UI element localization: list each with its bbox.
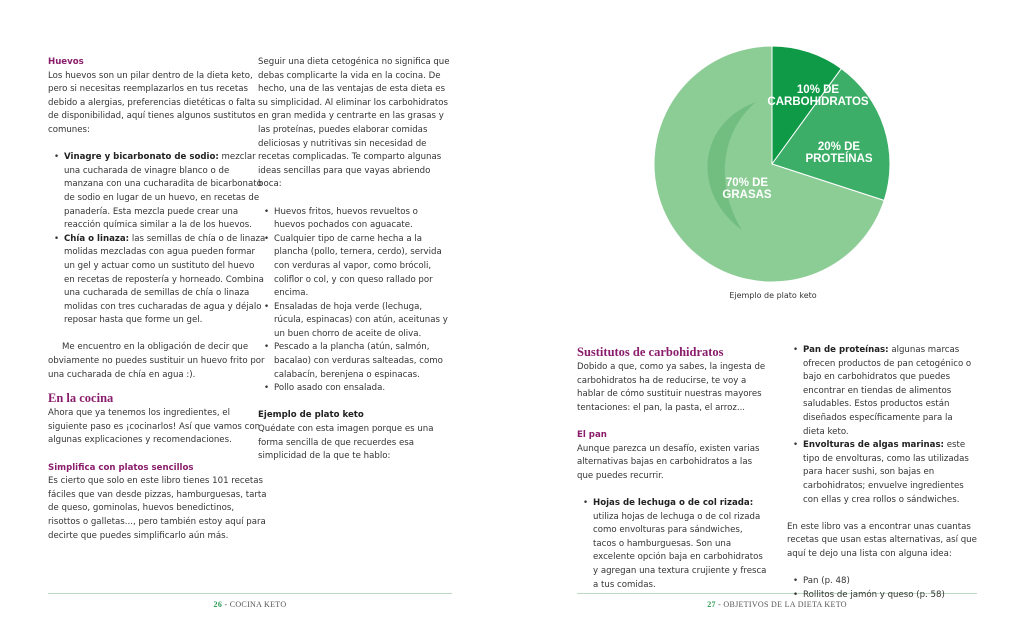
- label-grasas: 70% DE: [725, 177, 769, 189]
- list-item: [64, 233, 267, 328]
- huevos-heading: Huevos: [48, 57, 84, 67]
- list-item: [593, 497, 767, 592]
- bullet-title: Envolturas de algas marinas:: [803, 440, 944, 451]
- list-item: • Pescado a la plancha (atún, salmón, bacalao) con verduras salteadas, como calabacín, berenjena o espinacas.: [274, 341, 450, 382]
- huevos-intro: Los huevos son un pilar dentro de la dieta keto, pero si necesitas reemplazarlos en tus recetas debido a alergias, preferencias dietéticas o falta de disponibilidad, aquí tienes algunos sustitutos comunes:: [48, 70, 256, 135]
- bullet-text: este tipo de envolturas, como las utilizadas para hacer sushi, son bajas en carbohidratos; envuelve ingredientes con ellas y crea rollos o sándwiches.: [803, 440, 969, 505]
- cocina-intro: Seguir una dieta cetogénica no significa que debas complicarte la vida en la cocina. De hecho, una de las ventajas de esta dieta es su simplicidad. Al eliminar los carbohidratos en gran medida y centrarte en las grasas y las proteínas, puedes elaborar comidas deliciosas y nutritivas sin necesidad de recetas complicadas. Te comparto algunas ideas sencillas para que vayas abriendo boca:: [258, 57, 450, 190]
- simplifica-text: Es cierto que solo en este libro tienes 101 recetas fáciles que van desde pizzas, hamburguesas, tarta de queso, gominolas, huevos benedictinos, risottos o galletas..., pero también estoy aquí para decirte que puedes simplificarlo aún más.: [48, 476, 267, 541]
- label-grasas: GRASAS: [722, 189, 772, 201]
- bullet-text: algunas marcas ofrecen productos de pan cetogénico o bajo en carbohidratos que puedes encontrar en tiendas de alimentos saludables. Estos productos están diseñados específicamente para la dieta keto.: [803, 345, 972, 437]
- pan-text: Aunque parezca un desafío, existen varias alternativas bajas en carbohidratos a las que puedes recurrir.: [577, 443, 760, 481]
- list-item: • Huevos fritos, huevos revueltos o huevos pochados con aguacate.: [274, 206, 450, 233]
- ideas-list: [258, 206, 450, 396]
- egg-substitutes-list: [48, 151, 267, 328]
- sustitutos-text: Dobido a que, como ya sabes, la ingesta de carbohidratos ha de reducirse, te voy a hablar de cómo sustituir nuestras mayores tentaciones: el pan, la pasta, el arroz...: [577, 362, 766, 413]
- bullet-text: utiliza hojas de lechuga o de col rizada como envolturas para sándwiches, tacos o hamburguesas. Son una excelente opción baja en carbohidratos y agregan una textura crujiente y fresca a tus comidas.: [593, 511, 767, 590]
- chart-caption: Ejemplo de plato keto: [729, 291, 817, 300]
- keto-plate-pie-chart: [652, 44, 892, 284]
- cocina-text: Ahora que ya tenemos los ingredientes, el siguiente paso es ¡cocinarlos! Así que vamos con algunas explicaciones y recomendaciones.: [48, 408, 261, 446]
- footer-rule: [48, 593, 452, 594]
- cocina-heading: En la cocina: [48, 391, 114, 406]
- list-item: • Pollo asado con ensalada.: [274, 382, 450, 396]
- sustitutos-heading: Sustitutos de carbohidratos: [577, 345, 724, 359]
- label-carbohidratos: 10% DE: [796, 84, 840, 96]
- pan-alternatives-list-2: [787, 344, 977, 507]
- page-number: 26: [213, 600, 223, 609]
- footer-title: - OBJETIVOS DE LA DIETA KETO: [715, 600, 847, 609]
- bullet-title: Vinagre y bicarbonato de sodio:: [64, 152, 219, 163]
- ejemplo-heading: Ejemplo de plato keto: [258, 410, 364, 421]
- recipe-ideas-list: [787, 575, 977, 602]
- right-column-2: [787, 344, 977, 602]
- list-item: • Rollitos de jamón y queso (p. 58): [803, 589, 977, 603]
- list-item: • Ensaladas de hoja verde (lechuga, rúcula, espinacas) con atún, aceitunas y un buen chorro de aceite de oliva.: [274, 301, 450, 342]
- bullet-text: mezclar una cucharada de vinagre blanco o de manzana con una cucharadita de bicarbonato de sodio en lugar de un huevo, en recetas de panadería. Esta mezcla puede crear una reacción química similar a la de los huevos.: [64, 152, 262, 231]
- page-number: 27: [707, 600, 716, 609]
- bullet-title: Chía o linaza:: [64, 233, 130, 244]
- recipes-paragraph: En este libro vas a encontrar unas cuantas recetas que usan estas alternativas, así que aquí te dejo una lista con alguna idea:: [787, 521, 977, 559]
- bullet-text: las semillas de chía o de linaza molidas mezcladas con agua pueden formar un gel y actuar como un sustituto del huevo en recetas de repostería y horneado. Combina una cucharada de semillas de chía o linaza molidas con tres cucharadas de agua y déjalo reposar hasta que forme un gel.: [64, 233, 266, 326]
- bullet-title: Hojas de lechuga o de col rizada:: [593, 497, 754, 508]
- bullet-title: Pan de proteínas:: [803, 345, 889, 355]
- label-proteinas: PROTEÍNAS: [805, 153, 873, 165]
- label-carbohidratos: CARBOHIDRATOS: [767, 96, 869, 108]
- left-column-2: [258, 56, 450, 464]
- footer-title: - COCINA KETO: [222, 600, 287, 609]
- closing-paragraph: Me encuentro en la obligación de decir que obviamente no puedes sustituir un huevo frito por una cucharada de chía en agua :).: [48, 342, 265, 380]
- pan-alternatives-list: [577, 497, 767, 592]
- list-item: [803, 344, 977, 439]
- ejemplo-text: Quédate con esta imagen porque es una forma sencilla de que recuerdes esa simplicidad de la que te hablo:: [258, 424, 434, 462]
- list-item: [803, 439, 977, 507]
- list-item: [64, 151, 267, 233]
- left-column-1: [48, 56, 267, 543]
- label-proteinas: 20% DE: [817, 141, 861, 153]
- simplifica-heading: Simplifica con platos sencillos: [48, 462, 194, 473]
- page-footer: [48, 600, 452, 609]
- list-item: • Pan (p. 48): [803, 575, 977, 589]
- pan-heading: El pan: [577, 429, 607, 440]
- right-column-1: [577, 344, 767, 592]
- list-item: • Cualquier tipo de carne hecha a la plancha (pollo, ternera, cerdo), servida con verduras al vapor, como brócoli, coliflor o col, y con queso rallado por encima.: [274, 233, 450, 301]
